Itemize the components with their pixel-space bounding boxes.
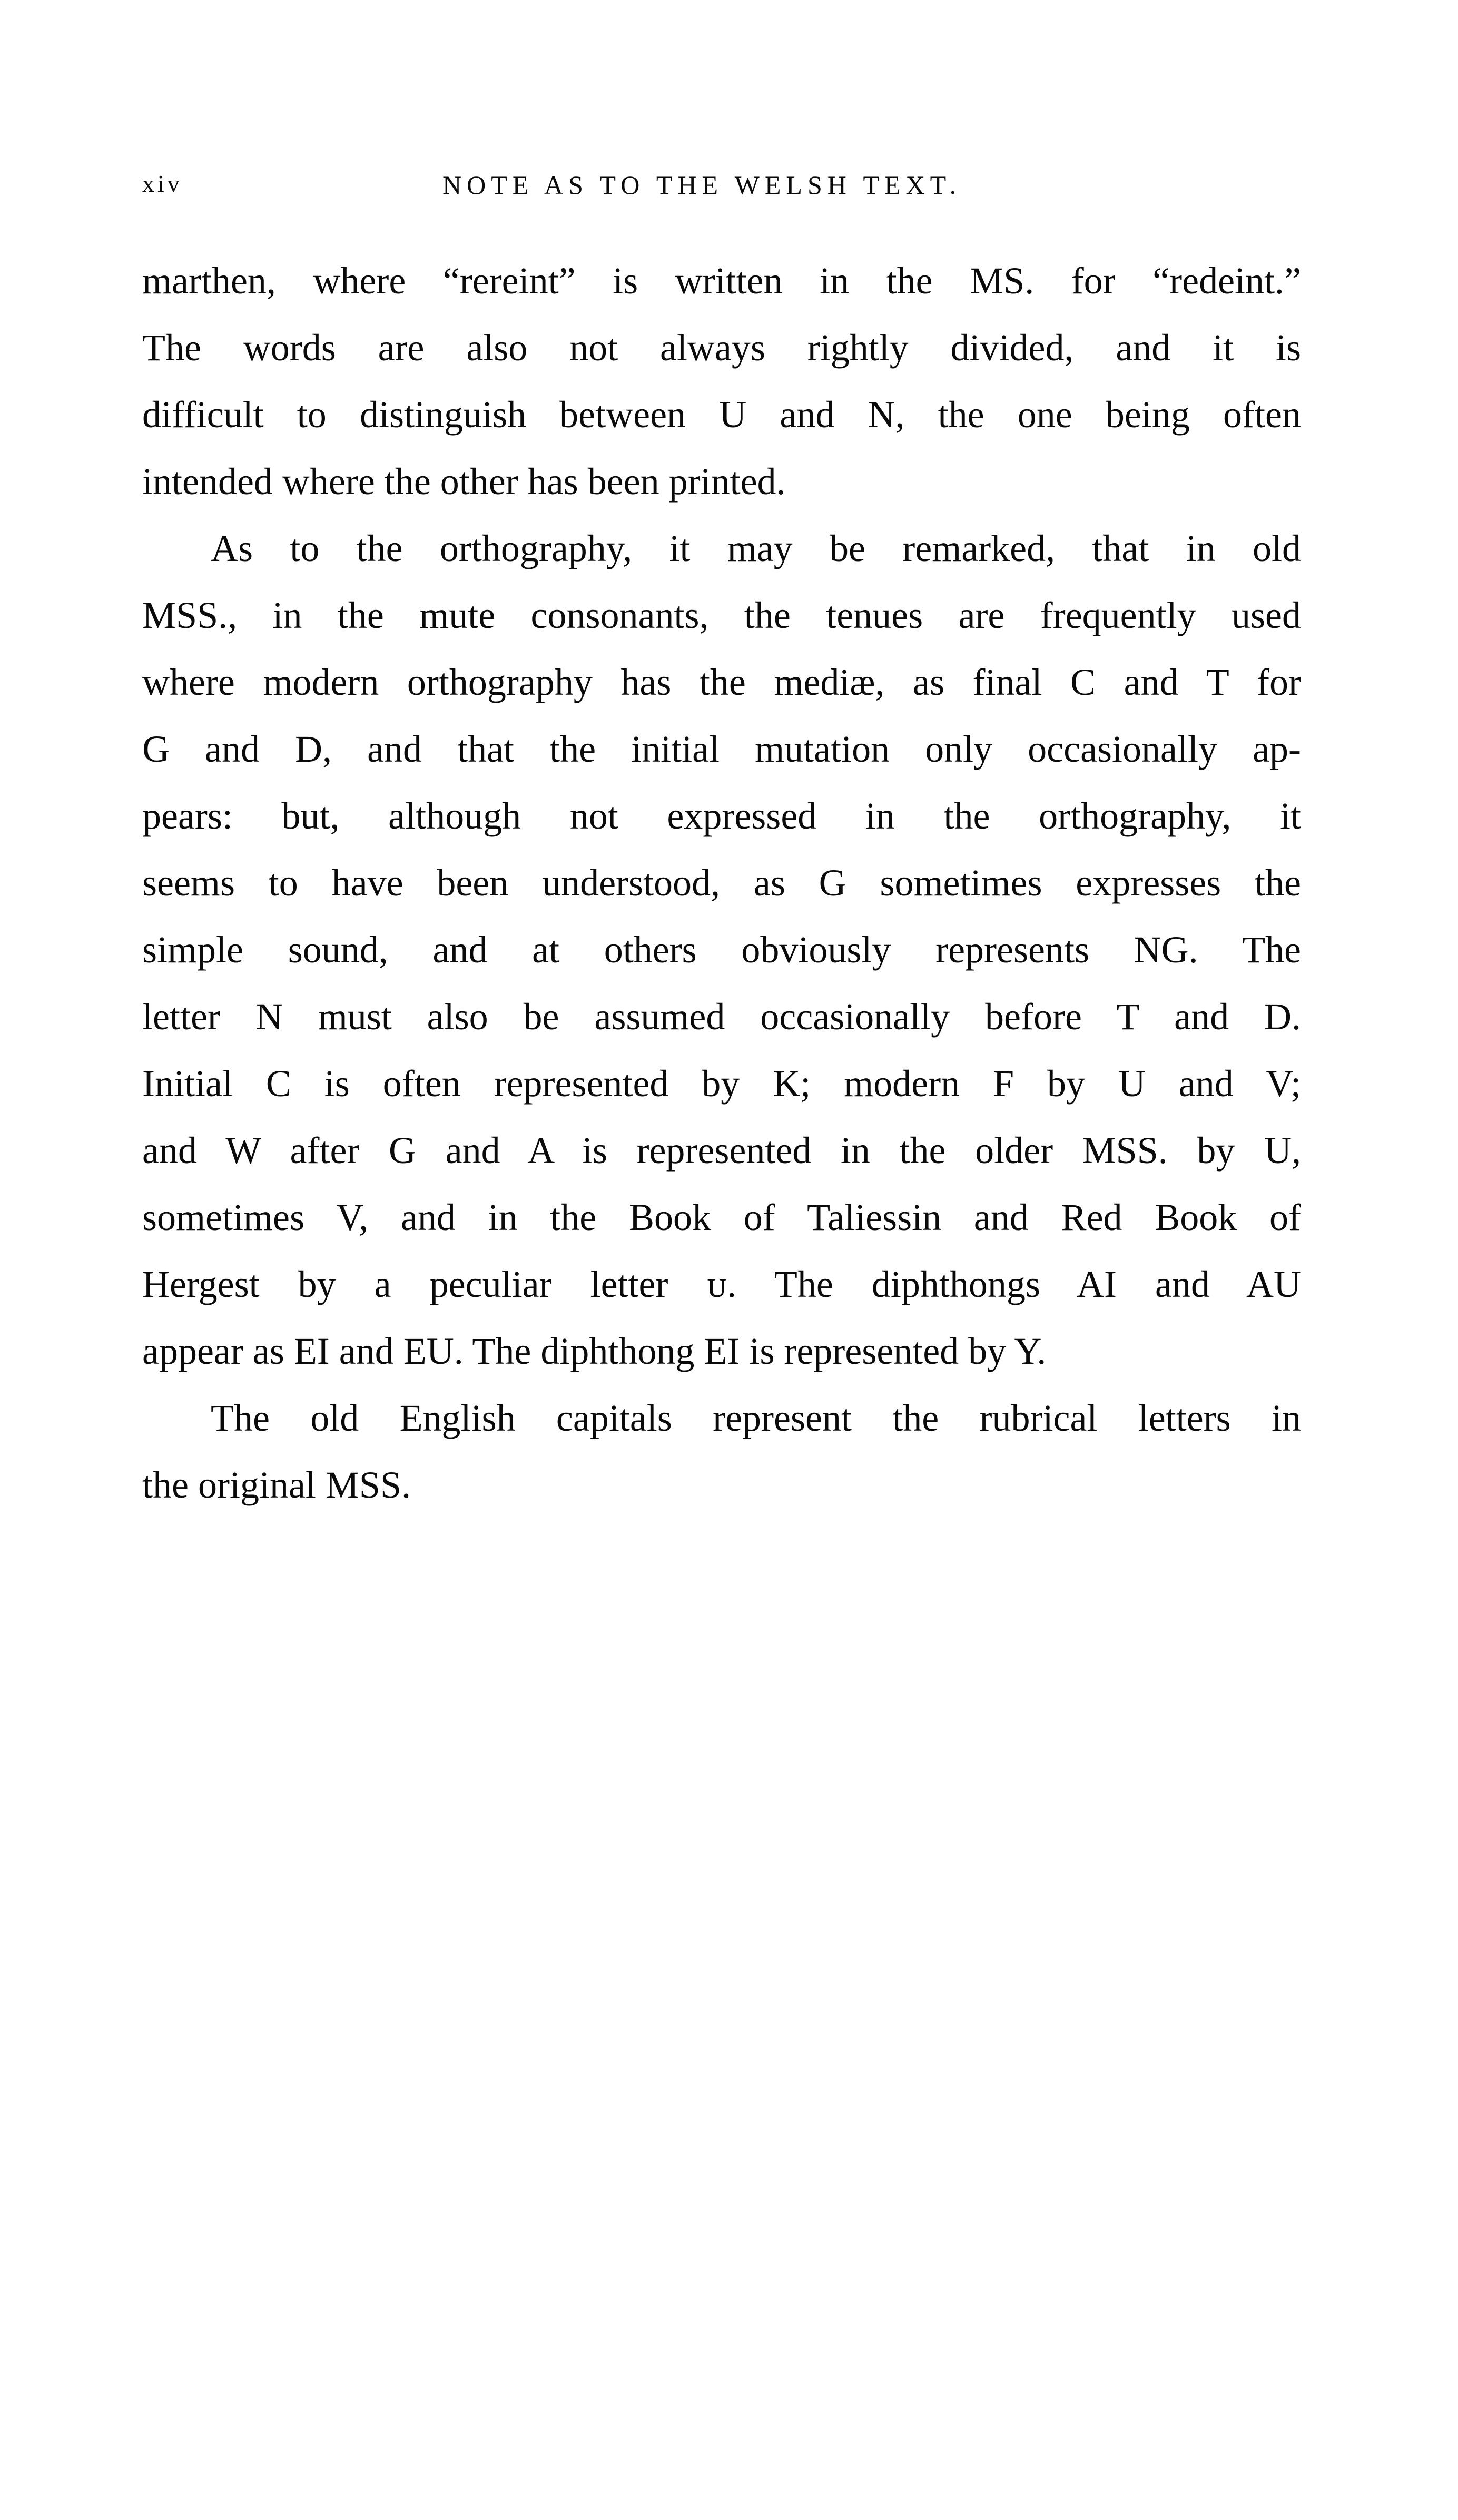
text-line: pears: but, although not expressed in the orthography, it bbox=[142, 795, 1301, 837]
text-line: seems to have been understood, as G sometimes expresses the bbox=[142, 862, 1301, 904]
text-line: G and D, and that the initial mutation only occasionally ap- bbox=[142, 728, 1301, 770]
text-line: difficult to distinguish between U and N, the one being often bbox=[142, 393, 1301, 436]
page-number: xiv bbox=[142, 170, 183, 197]
text-line: Hergest by a peculiar letter ᴜ. The diphthongs AI and AU bbox=[142, 1263, 1301, 1305]
text-line: The old English capitals represent the rubrical letters in bbox=[211, 1397, 1301, 1439]
text-line: intended where the other has been printed. bbox=[142, 460, 786, 503]
text-line: simple sound, and at others obviously represents NG. The bbox=[142, 929, 1301, 971]
text-line: where modern orthography has the mediæ, as final C and T for bbox=[142, 661, 1301, 703]
text-line: marthen, where “rereint” is written in the MS. for “redeint.” bbox=[142, 260, 1301, 302]
text-line: sometimes V, and in the Book of Taliessin and Red Book of bbox=[142, 1196, 1301, 1238]
text-line: Initial C is often represented by K; modern F by U and V; bbox=[142, 1062, 1301, 1105]
text-line: The words are also not always rightly divided, and it is bbox=[142, 327, 1301, 369]
text-line: the original MSS. bbox=[142, 1464, 411, 1506]
body-text bbox=[142, 248, 1301, 1519]
text-line: letter N must also be assumed occasionally before T and D. bbox=[142, 996, 1301, 1038]
running-head bbox=[142, 170, 1301, 206]
text-line: appear as EI and EU. The diphthong EI is represented by Y. bbox=[142, 1330, 1047, 1372]
text-line: MSS., in the mute consonants, the tenues are frequently used bbox=[142, 594, 1301, 636]
text-line: and W after G and A is represented in the older MSS. by U, bbox=[142, 1129, 1301, 1172]
text-line: As to the orthography, it may be remarked, that in old bbox=[211, 527, 1301, 569]
running-title: NOTE AS TO THE WELSH TEXT. bbox=[442, 170, 961, 200]
